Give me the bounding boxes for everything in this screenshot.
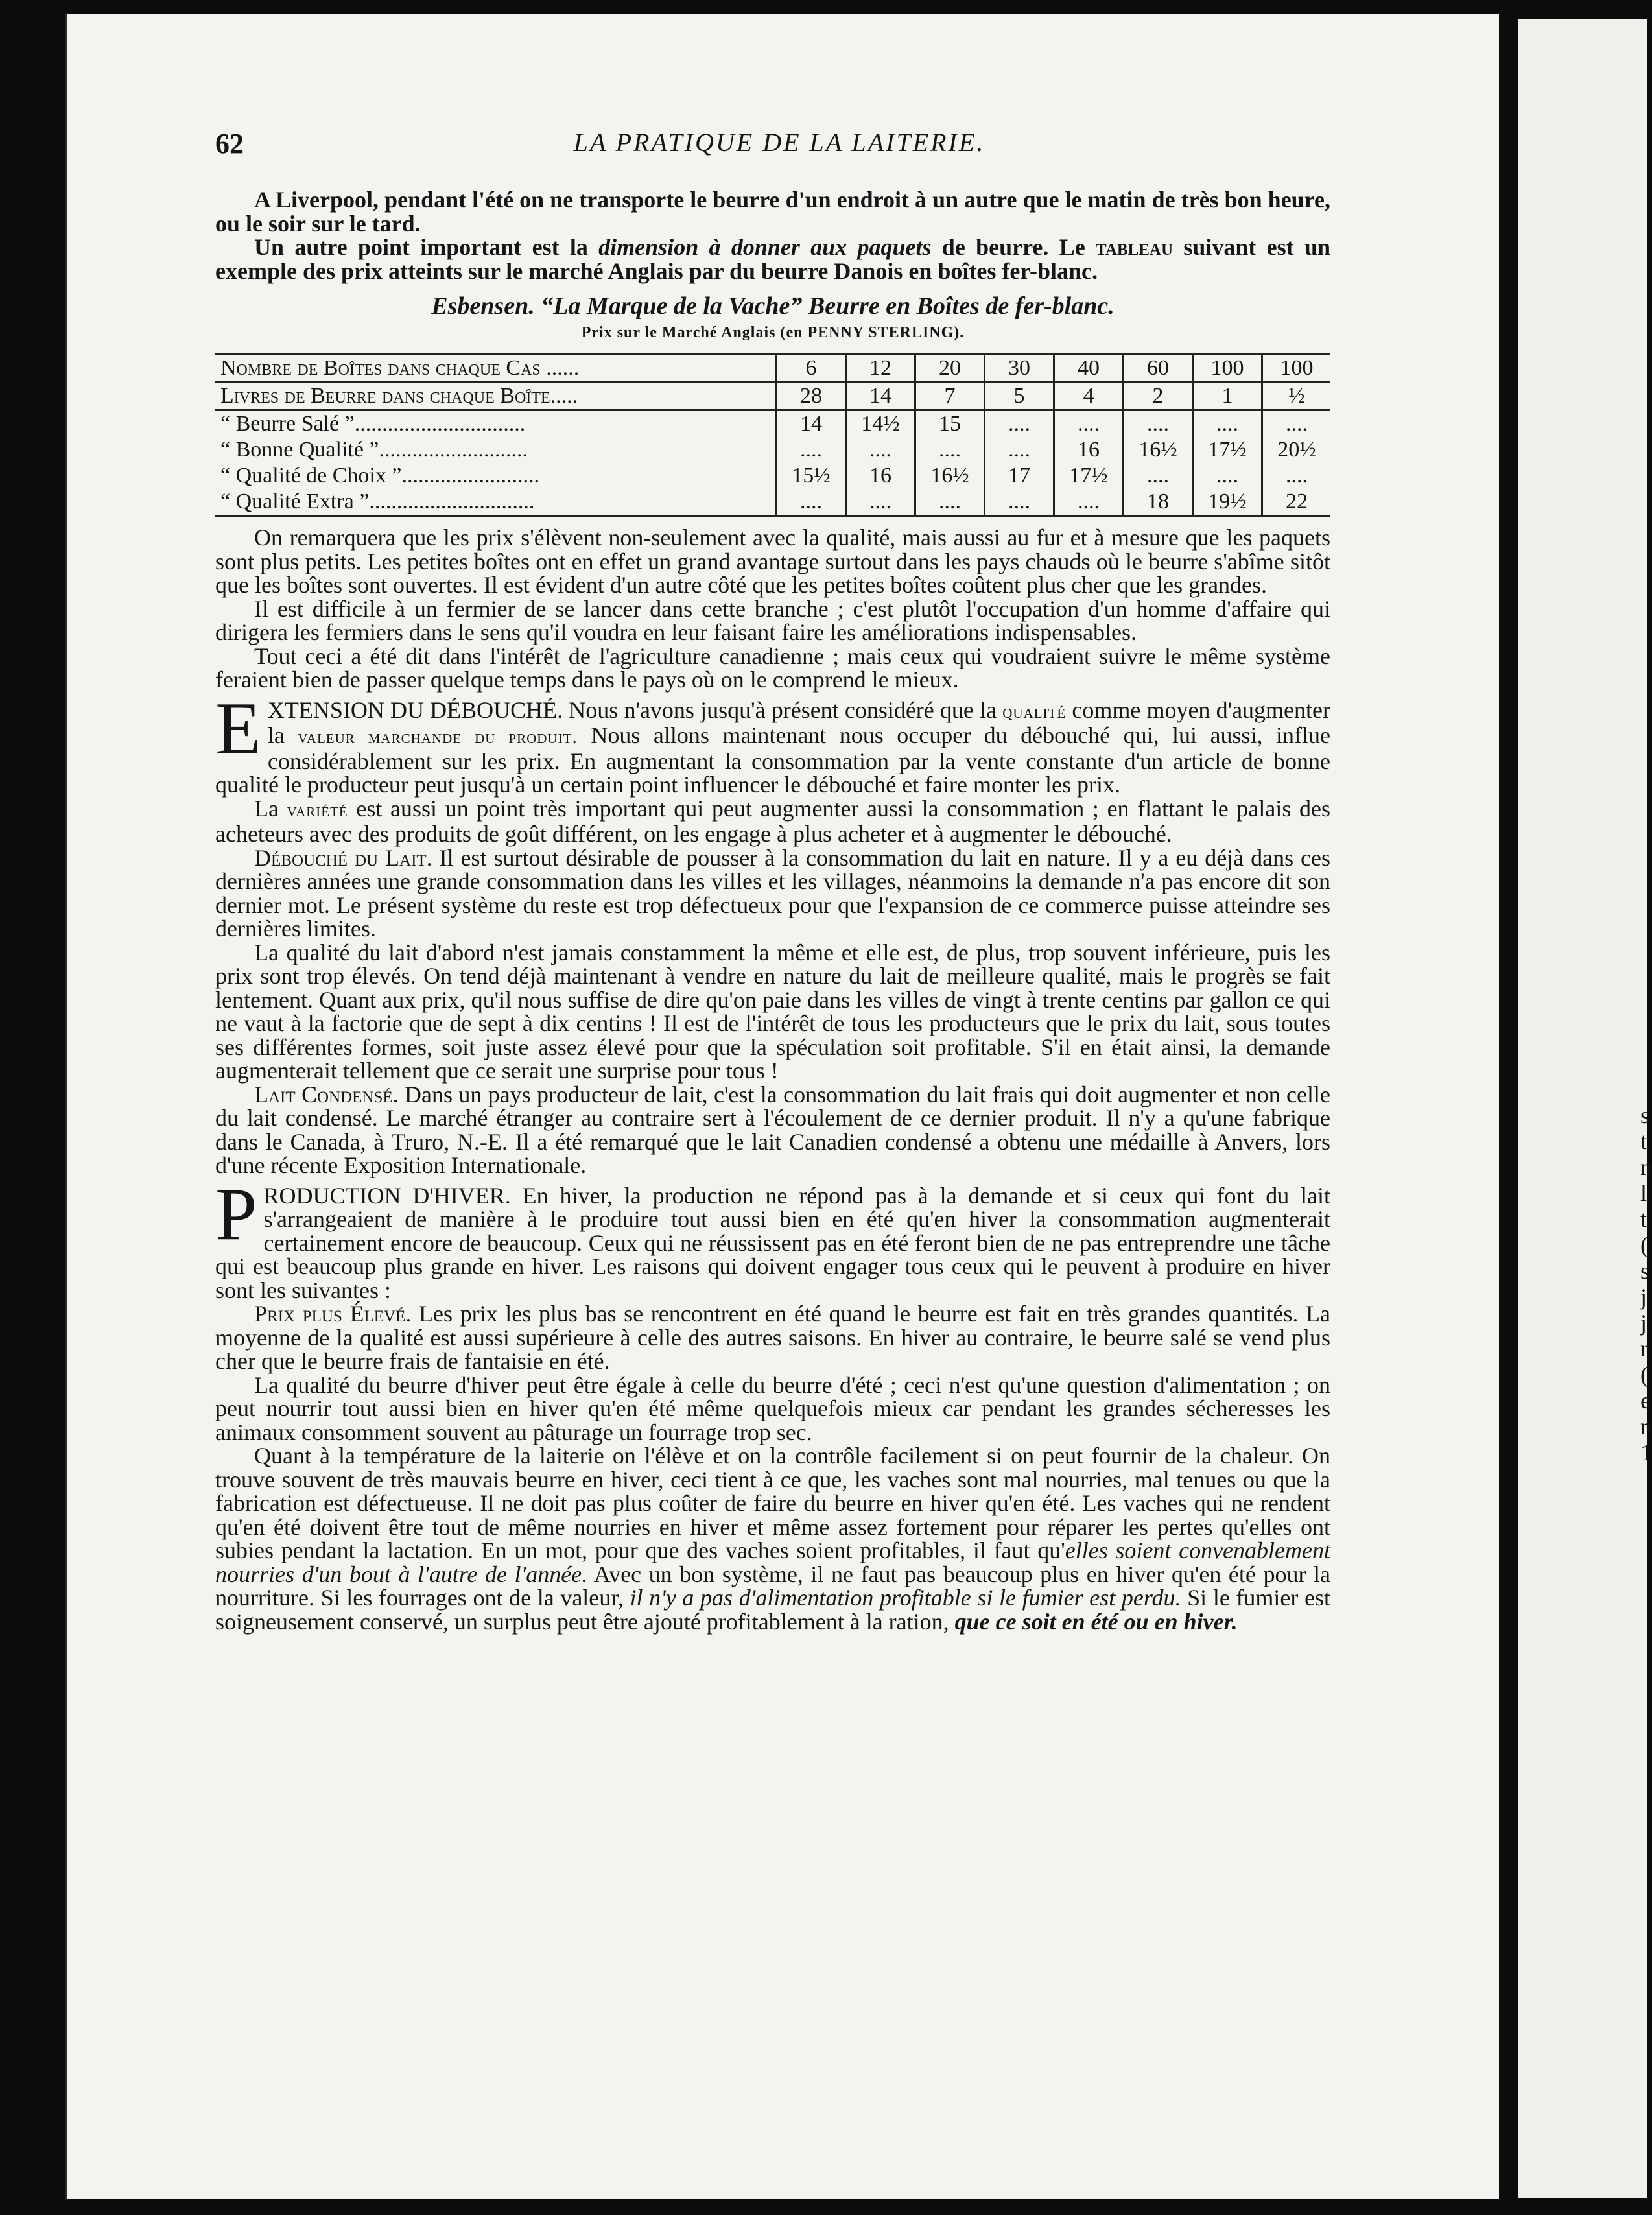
text-run: est aussi un point très important qui peut augmenter aussi la consommation ; en flattant le palais des acheteurs avec des produits de goût différent, on les engage à plus acheter et à augmenter le débouché. xyxy=(215,795,1331,847)
price-table xyxy=(215,353,1330,517)
table-cell: 16½ xyxy=(915,463,985,489)
paragraph-lait-condense xyxy=(215,1083,1330,1178)
row-label: “ Qualité de Choix ”......................... xyxy=(220,463,539,488)
section-hiver xyxy=(215,1172,1330,1303)
table-cell: 18 xyxy=(1124,489,1193,516)
italic-run: il n'y a pas d'alimentation profitable si le fumier est perdu. xyxy=(630,1585,1181,1611)
margin-char: 1 xyxy=(1640,1439,1652,1465)
table-cell: 60 xyxy=(1124,355,1193,383)
table-cell: .... xyxy=(1262,463,1331,489)
section-heading-lait: Débouché du Lait. xyxy=(254,844,432,871)
facing-page-edge xyxy=(1518,19,1652,2198)
margin-char: t xyxy=(1640,1128,1647,1154)
text-run: Un autre point important est la xyxy=(254,234,599,260)
table-cell: .... xyxy=(777,437,846,463)
row-label: “ Qualité Extra ”.............................. xyxy=(215,489,777,516)
smallcaps-run: valeur marchande du produit. xyxy=(298,726,578,748)
paragraph-dimension xyxy=(215,235,1330,283)
paragraph-agriculture: Tout ceci a été dit dans l'intérêt de l'agriculture canadienne ; mais ceux qui voudraient suivre le même système feraient bien de passer quelque temps dans le pays où on le comprend le mieux. xyxy=(215,643,1330,693)
margin-char: r xyxy=(1640,1336,1648,1362)
italic-run: dimension à donner aux paquets xyxy=(598,234,932,260)
table-cell: .... xyxy=(846,489,915,516)
table-cell: 16 xyxy=(1054,437,1124,463)
table-cell: 12 xyxy=(846,355,915,383)
table-cell: .... xyxy=(1262,410,1331,438)
table-cell: 4 xyxy=(1054,383,1124,410)
margin-char: ( xyxy=(1640,1232,1648,1258)
paragraph-liverpool: A Liverpool, pendant l'été on ne transporte le beurre d'un endroit à un autre que le matin de très bon heure, ou le soir sur le tard. xyxy=(215,187,1330,237)
section-heading-condense: Lait Condensé. xyxy=(254,1081,399,1108)
table-cell: .... xyxy=(1054,410,1124,438)
table-cell: 28 xyxy=(777,383,846,410)
italic-run: elles soient convenablement nourries d'un bout à l'autre de l'année. xyxy=(215,1537,1330,1587)
table-cell: 17½ xyxy=(1054,463,1124,489)
table-cell: .... xyxy=(1193,410,1262,438)
text-run: Si le fumier est soigneusement conservé, un surplus peut être ajouté profitablement à la ration, xyxy=(215,1585,1331,1635)
page-header xyxy=(215,127,1343,166)
row-label: “ Beurre Salé ”............................... xyxy=(220,411,526,436)
smallcaps-run: tableau xyxy=(1096,234,1174,260)
section-heading-prix: Prix plus Élevé. xyxy=(254,1301,412,1327)
table-cell: .... xyxy=(777,489,846,516)
table-cell: 100 xyxy=(1262,355,1331,383)
table-cell: 5 xyxy=(985,383,1054,410)
table-cell: .... xyxy=(985,410,1054,438)
paragraph-prix-eleve xyxy=(215,1302,1330,1373)
margin-char: s xyxy=(1640,1102,1650,1128)
section-heading-extension: XTENSION DU DÉBOUCHÉ. xyxy=(267,696,563,723)
paragraph-production-hiver xyxy=(215,1172,1330,1303)
table-cell: 14½ xyxy=(846,410,915,438)
table-cell: .... xyxy=(985,489,1054,516)
paragraph-qualite-lait: La qualité du lait d'abord n'est jamais constamment la même et elle est, de plus, trop souvent inférieure, puis les prix sont trop élevés. On tend déjà maintenant à vendre en nature du lait de meilleure qualité, mais le progrès se fait lentement. Quant aux prix, qu'il nous suffise de dire qu'on paie dans les villes de vingt à trente centins par gallon ce qui ne vaut à la factorie que de sept à dix centins ! Il est de l'intérêt de tous les producteurs que le prix du lait, sous toutes ses différentes formes, soit juste assez élevé pour que la spéculation soit profitable. S'il en était ainsi, la demande augmenterait tellement que ce serait une surprise pour tous ! xyxy=(215,939,1330,1084)
paragraph-qualite-hiver: La qualité du beurre d'hiver peut être égale à celle du beurre d'été ; ceci n'est qu'une question d'alimentation ; on peut nourrir tout aussi bien en hiver qu'en été même quelquefois mieux car pendant les grandes sécheresses les animaux consomment souvent au pâturage un fourrage trop sec. xyxy=(215,1371,1330,1445)
table-cell: .... xyxy=(1124,463,1193,489)
text-run: Avec un bon système, il ne faut pas beaucoup plus en hiver qu'en été pour la nourriture. Si les fourrages ont de la valeur, xyxy=(215,1561,1331,1611)
page-number: 62 xyxy=(215,128,244,160)
table-cell: 100 xyxy=(1193,355,1262,383)
text-run: Il est surtout désirable de pousser à la consommation du lait en nature. Il y a eu déjà dans ces dernières années une grande consommation dans les villes et les villages, néanmoins la demande n'a pas encore dit son dernier mot. Le présent système du reste est trop défectueux pour que l'expansion de ce commerce puisse atteindre ses dernières limites. xyxy=(215,844,1330,942)
table-row xyxy=(215,410,1330,438)
dropcap-p: P xyxy=(215,1172,257,1256)
page-body xyxy=(215,188,1330,1633)
paragraph-extension xyxy=(215,687,1331,798)
table-cell: 1 xyxy=(1193,383,1262,410)
table-cell: 15 xyxy=(915,410,985,438)
text-run: Nous n'avons jusqu'à présent considéré que la xyxy=(563,696,1003,723)
table-cell: .... xyxy=(915,489,985,516)
table-cell: 14 xyxy=(777,410,846,438)
margin-char: j xyxy=(1640,1284,1647,1310)
table-caption: Esbensen. “La Marque de la Vache” Beurre en Boîtes de fer-blanc. xyxy=(431,292,1115,320)
row-label: “ Bonne Qualité ”........................... xyxy=(220,437,528,462)
margin-char: j xyxy=(1640,1310,1647,1336)
text-run: Les prix les plus bas se rencontrent en été quand le beurre est fait en très grandes quantités. La moyenne de la qualité est aussi supérieure à celle des autres saisons. En hiver au contraire, le beurre salé se vend plus cher que le beurre frais de fantaisie en été. xyxy=(215,1301,1330,1374)
smallcaps-run: variété xyxy=(287,799,348,821)
table-cell: 6 xyxy=(777,355,846,383)
table-cell: 30 xyxy=(985,355,1054,383)
table-row xyxy=(215,383,1330,410)
table-cell: 14 xyxy=(846,383,915,410)
table-cell: ½ xyxy=(1262,383,1331,410)
table-cell: .... xyxy=(1124,410,1193,438)
paragraph-debouche-lait xyxy=(215,846,1330,941)
table-cell: 20½ xyxy=(1262,437,1331,463)
text-run: suivant est un exemple des prix atteints sur le marché Anglais par du beurre Danois en boîtes fer-blanc. xyxy=(215,234,1331,284)
text-run: En hiver, la production ne répond pas à la demande et si ceux qui font du lait s'arrangeaient de manière à le produire tout aussi bien en été qu'en hiver la consommation augmenterait certainement encore de beaucoup. Ceux qui ne réussissent pas en été feront bien de ne pas entreprendre une tâche qui est beaucoup plus grande en hiver. Les raisons qui doivent engager tous ceux qui le peuvent à produire en hiver sont les suivantes : xyxy=(215,1182,1330,1303)
table-row xyxy=(215,437,1330,463)
italic-run: que ce soit en été ou en hiver. xyxy=(954,1608,1238,1635)
table-cell: 19½ xyxy=(1193,489,1262,516)
text-run: Quant à la température de la laiterie on l'élève et on la contrôle facilement si on peut fournir de la chaleur. On trouve souvent de très mauvais beurre en hiver, ceci tient à ce que, les vaches sont mal nourries, mal tenues ou que la fabrication est défectueuse. Il ne doit pas plus coûter de faire du beurre en hiver qu'en été. Les vaches qui ne rendent qu'en été doivent être tout de même nourries en hiver et même assez fortement pour réparer les pertes qu'elles ont subies pendant la lactation. En un mot, pour que des vaches soient profitables, il faut qu' xyxy=(215,1443,1330,1563)
table-cell: 22 xyxy=(1262,489,1331,516)
section-extension xyxy=(215,687,1331,847)
price-table-body xyxy=(215,355,1330,516)
table-row xyxy=(215,463,1330,489)
text-run: de beurre. Le xyxy=(931,234,1096,260)
table-cell: 16½ xyxy=(1124,437,1193,463)
text-run: Nous allons maintenant nous occuper du débouché qui, lui aussi, influe considérablement sur les prix. En augmentant la consommation par la vente constante d'un article de bonne qualité le producteur peut jusqu'à un certain point influencer le débouché et faire monter les prix. xyxy=(215,722,1330,798)
table-cell: .... xyxy=(915,437,985,463)
row-label: Livres de Beurre dans chaque Boîte..... xyxy=(215,383,777,410)
table-cell: 15½ xyxy=(777,463,846,489)
table-cell: .... xyxy=(1193,463,1262,489)
paragraph-temperature xyxy=(215,1444,1330,1633)
row-label: Nombre de Boîtes dans chaque Cas ...... xyxy=(215,355,777,383)
table-cell: .... xyxy=(846,437,915,463)
table-cell: 17 xyxy=(985,463,1054,489)
section-heading-hiver: RODUCTION D'HIVER. xyxy=(263,1182,511,1209)
text-run: comme moyen d'augmenter la xyxy=(267,696,1331,748)
table-cell: 2 xyxy=(1124,383,1193,410)
table-cell: .... xyxy=(985,437,1054,463)
smallcaps-run: qualité xyxy=(1002,700,1067,722)
table-cell: 17½ xyxy=(1193,437,1262,463)
dropcap-e: E xyxy=(215,687,261,770)
table-cell: 16 xyxy=(846,463,915,489)
margin-char: n xyxy=(1640,1154,1652,1180)
table-row xyxy=(215,355,1330,383)
table-cell: 20 xyxy=(915,355,985,383)
table-cell: .... xyxy=(1054,489,1124,516)
margin-char: e xyxy=(1640,1388,1651,1414)
text-run: La xyxy=(254,795,287,822)
margin-char: s xyxy=(1640,1258,1650,1284)
margin-char: t xyxy=(1640,1206,1647,1232)
text-run: Dans un pays producteur de lait, c'est la consommation du lait frais qui doit augmenter et non celle du lait condensé. Le marché étranger au contraire sert à l'écoulement de ce dernier produit. Il n'y a qu'une fabrique dans le Canada, à Truro, N.-E. Il a été remarqué que le lait Canadien condensé a obtenu une médaille à Anvers, lors d'une récente Exposition Internationale. xyxy=(215,1081,1330,1178)
paragraph-remarquera: On remarquera que les prix s'élèvent non-seulement avec la qualité, mais aussi au fur et à mesure que les paquets sont plus petits. Les petites boîtes ont en effet un grand avantage surtout dans les pays chauds où le beurre s'abîme sitôt que les boîtes sont ouvertes. Il est évident d'un autre côté que les petites boîtes coûtent plus cher que les grandes. xyxy=(215,525,1330,598)
margin-char: ( xyxy=(1640,1362,1648,1388)
paragraph-variete xyxy=(215,797,1330,846)
paragraph-fermier: Il est difficile à un fermier de se lancer dans cette branche ; c'est plutôt l'occupation d'un homme d'affaire qui dirigera les fermiers dans le sens qu'il voudra en leur faisant faire les améliorations indispensables. xyxy=(215,595,1330,645)
facing-page-margin-text xyxy=(1640,1102,1652,1465)
margin-char: l xyxy=(1640,1180,1647,1206)
table-row xyxy=(215,489,1330,516)
running-title: LA PRATIQUE DE LA LAITERIE. xyxy=(573,128,985,157)
table-subcaption: Prix sur le Marché Anglais (en PENNY STERLING). xyxy=(581,324,965,341)
margin-char: n xyxy=(1640,1414,1652,1439)
table-cell: 40 xyxy=(1054,355,1124,383)
table-cell: 7 xyxy=(915,383,985,410)
